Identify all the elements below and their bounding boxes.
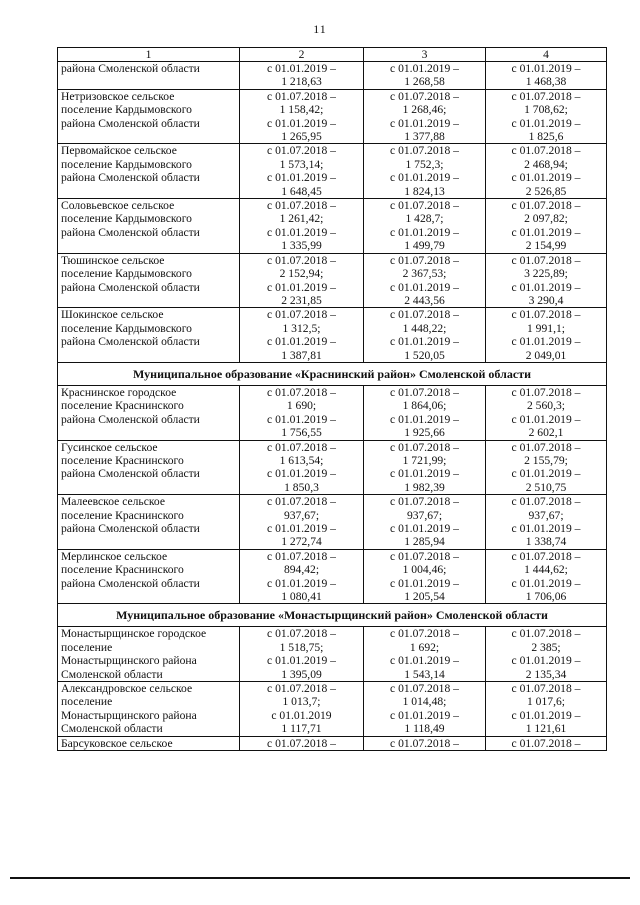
- tariff-value-cell: [364, 736, 486, 750]
- table-row: [58, 440, 607, 495]
- tariff-value-line: с 01.01.2019 –: [511, 708, 581, 722]
- tariff-value-line: 2 526,85: [525, 184, 567, 198]
- settlement-name-cell: [58, 144, 240, 199]
- section-row: [58, 362, 607, 385]
- tariff-value-line: с 01.07.2018 –: [511, 253, 581, 267]
- tariff-value-line: 1 520,05: [404, 348, 445, 362]
- tariff-value-line: 1 428,7;: [405, 212, 444, 226]
- tariff-value-cell: [364, 495, 486, 550]
- tariff-value-line: 1 312,5;: [282, 321, 321, 335]
- tariff-value-line: с 01.01.2019 –: [390, 171, 459, 185]
- settlement-name-line: района Смоленской области: [61, 576, 200, 590]
- tariff-value-line: с 01.01.2019 –: [511, 654, 581, 668]
- table-row: [58, 253, 607, 308]
- settlement-name-cell: [58, 199, 240, 254]
- tariff-value-line: с 01.01.2019: [271, 708, 332, 722]
- tariff-value-line: с 01.07.2018 –: [390, 308, 459, 322]
- tariff-value-line: 2 155,79;: [524, 453, 568, 467]
- tariff-value-cell: [486, 385, 607, 440]
- tariff-value-line: 1 444,62;: [524, 563, 568, 577]
- settlement-name-line: Мерлинское сельское: [61, 549, 168, 563]
- tariff-value-cell: [486, 144, 607, 199]
- tariff-value-line: 1 158,42;: [279, 103, 324, 117]
- tariff-value-line: 1 121,61: [525, 722, 567, 736]
- tariff-value-line: с 01.07.2018 –: [390, 736, 459, 750]
- settlement-name-line: поселение Кардымовского: [61, 212, 192, 226]
- settlement-name-line: Монастырщинского района: [61, 708, 197, 722]
- tariff-value-line: с 01.01.2019 –: [267, 225, 336, 239]
- tariff-table-body: [58, 48, 607, 751]
- tariff-value-cell: [486, 308, 607, 363]
- settlement-name-line: Смоленской области: [61, 722, 163, 736]
- tariff-value-cell: [240, 308, 364, 363]
- tariff-value-line: 1 014,48;: [402, 695, 447, 709]
- table-row: [58, 308, 607, 363]
- tariff-value-line: с 01.01.2019 –: [511, 522, 581, 535]
- tariff-value-cell: [486, 62, 607, 90]
- settlement-name-line: Нетризовское сельское: [61, 89, 175, 103]
- tariff-value-line: с 01.07.2018 –: [511, 549, 581, 563]
- tariff-value-cell: [240, 253, 364, 308]
- tariff-value-line: 1 261,42;: [279, 212, 324, 226]
- settlement-name-line: Малеевское сельское: [61, 495, 165, 509]
- settlement-name-cell: [58, 549, 240, 604]
- tariff-value-cell: [364, 549, 486, 604]
- tariff-value-line: с 01.01.2019 –: [390, 116, 459, 130]
- table-row: [58, 89, 607, 144]
- tariff-value-line: 1 690;: [286, 399, 317, 413]
- tariff-value-line: 1 377,88: [404, 130, 445, 144]
- tariff-value-cell: [486, 440, 607, 495]
- settlement-name-cell: [58, 736, 240, 750]
- tariff-value-cell: [364, 62, 486, 90]
- tariff-value-line: 2 097,82;: [524, 212, 568, 226]
- tariff-value-line: с 01.01.2019 –: [390, 335, 459, 349]
- tariff-value-line: 2 152,94;: [279, 267, 324, 281]
- tariff-value-line: 2 443,56: [404, 293, 445, 307]
- tariff-value-line: 2 510,75: [525, 480, 567, 494]
- tariff-value-cell: [364, 440, 486, 495]
- tariff-value-line: с 01.07.2018 –: [511, 144, 581, 158]
- settlement-name-line: Тюшинское сельское: [61, 253, 165, 267]
- settlement-name-cell: [58, 440, 240, 495]
- settlement-name-line: Монастырщинского района: [61, 654, 197, 668]
- tariff-value-line: 1 864,06;: [402, 399, 447, 413]
- tariff-value-line: 1 613,54;: [279, 453, 324, 467]
- settlement-name-line: Первомайское сельское: [61, 144, 177, 158]
- settlement-name-cell: [58, 62, 240, 90]
- column-header: 1: [58, 48, 240, 62]
- settlement-name-cell: [58, 682, 240, 737]
- tariff-value-line: 1 752,3;: [405, 157, 444, 171]
- tariff-value-line: с 01.07.2018 –: [267, 308, 336, 322]
- tariff-value-line: с 01.01.2019 –: [267, 280, 336, 294]
- tariff-value-line: 1 468,38: [525, 75, 567, 89]
- tariff-value-line: с 01.07.2018 –: [390, 440, 459, 454]
- tariff-value-line: с 01.07.2018 –: [267, 627, 336, 641]
- tariff-value-line: с 01.01.2019 –: [511, 576, 581, 590]
- settlement-name-line: поселение Краснинского: [61, 563, 184, 577]
- tariff-value-line: 1 721,99;: [402, 453, 447, 467]
- tariff-value-line: с 01.07.2018 –: [267, 89, 336, 103]
- tariff-value-line: с 01.07.2018 –: [390, 199, 459, 213]
- page-number: 11: [313, 22, 327, 36]
- tariff-value-line: с 01.07.2018 –: [511, 736, 581, 750]
- tariff-value-line: 2 154,99: [525, 239, 567, 253]
- tariff-value-line: с 01.07.2018 –: [390, 495, 459, 509]
- tariff-value-line: 1 850,3: [284, 480, 319, 494]
- settlement-name-line: района Смоленской области: [61, 335, 200, 349]
- tariff-value-line: с 01.07.2018 –: [267, 495, 336, 509]
- tariff-value-line: 1 648,45: [281, 184, 322, 198]
- tariff-value-line: с 01.01.2019 –: [390, 412, 459, 426]
- settlement-name-line: района Смоленской области: [61, 467, 200, 481]
- tariff-value-line: 3 290,4: [528, 293, 564, 307]
- tariff-value-cell: [364, 253, 486, 308]
- table-row: [58, 627, 607, 682]
- tariff-value-line: с 01.01.2019 –: [390, 62, 459, 75]
- tariff-value-line: с 01.01.2019 –: [511, 335, 581, 349]
- tariff-value-line: с 01.01.2019 –: [390, 225, 459, 239]
- tariff-value-line: с 01.07.2018 –: [267, 199, 336, 213]
- tariff-value-line: с 01.01.2019 –: [390, 280, 459, 294]
- tariff-value-line: 1 991,1;: [526, 321, 565, 335]
- tariff-value-line: 1 708,62;: [524, 103, 568, 117]
- tariff-value-line: с 01.01.2019 –: [390, 467, 459, 481]
- section-heading: Муниципальное образование «Монастырщинский район» Смоленской области: [58, 604, 607, 627]
- tariff-value-line: 1 499,79: [404, 239, 445, 253]
- tariff-value-cell: [240, 89, 364, 144]
- tariff-value-line: 1 573,14;: [279, 157, 324, 171]
- tariff-value-line: 2 135,34: [525, 667, 567, 681]
- tariff-value-line: с 01.01.2019 –: [511, 62, 581, 75]
- tariff-value-cell: [486, 89, 607, 144]
- tariff-value-cell: [364, 144, 486, 199]
- tariff-value-cell: [486, 199, 607, 254]
- tariff-value-line: 1 272,74: [281, 535, 322, 549]
- tariff-value-cell: [240, 440, 364, 495]
- tariff-value-line: 1 925,66: [404, 426, 445, 440]
- tariff-value-line: с 01.07.2018 –: [390, 549, 459, 563]
- settlement-name-cell: [58, 253, 240, 308]
- column-header: 2: [240, 48, 364, 62]
- tariff-table: [57, 47, 607, 751]
- tariff-value-line: с 01.01.2019 –: [267, 171, 336, 185]
- settlement-name-line: Барсуковское сельское: [61, 736, 173, 750]
- tariff-value-line: 1 218,63: [281, 75, 322, 89]
- tariff-value-line: 2 367,53;: [402, 267, 447, 281]
- tariff-value-line: 1 118,49: [404, 722, 445, 736]
- settlement-name-line: Соловьевское сельское: [61, 199, 175, 213]
- tariff-value-cell: [364, 199, 486, 254]
- tariff-value-line: 1 692;: [409, 640, 440, 654]
- tariff-value-cell: [486, 736, 607, 750]
- tariff-value-line: с 01.07.2018 –: [511, 495, 581, 509]
- table-header-row: [58, 48, 607, 62]
- tariff-value-cell: [364, 627, 486, 682]
- tariff-value-line: 1 335,99: [281, 239, 322, 253]
- tariff-value-line: с 01.07.2018 –: [267, 549, 336, 563]
- settlement-name-cell: [58, 495, 240, 550]
- tariff-value-line: с 01.01.2019 –: [511, 116, 581, 130]
- settlement-name-line: поселение Краснинского: [61, 508, 184, 522]
- tariff-value-line: 937,67;: [528, 508, 564, 522]
- tariff-value-line: 1 080,41: [281, 590, 322, 604]
- tariff-value-line: 2 602,1: [528, 426, 564, 440]
- tariff-value-line: 1 004,46;: [402, 563, 447, 577]
- tariff-value-line: с 01.01.2019 –: [267, 467, 336, 481]
- tariff-value-line: 1 338,74: [525, 535, 567, 549]
- table-row: [58, 62, 607, 90]
- tariff-value-line: 1 268,58: [404, 75, 445, 89]
- tariff-value-line: с 01.07.2018 –: [390, 253, 459, 267]
- tariff-value-line: 2 231,85: [281, 293, 322, 307]
- tariff-value-line: 1 518,75;: [279, 640, 324, 654]
- tariff-value-line: 937,67;: [283, 508, 320, 522]
- tariff-value-line: 1 982,39: [404, 480, 445, 494]
- tariff-value-line: с 01.07.2018 –: [511, 308, 581, 322]
- tariff-value-line: с 01.01.2019 –: [511, 467, 581, 481]
- tariff-value-line: 894,42;: [283, 563, 320, 577]
- tariff-value-line: 1 017,6;: [526, 695, 565, 709]
- settlement-name-line: поселение Кардымовского: [61, 157, 192, 171]
- settlement-name-line: Монастырщинское городское: [61, 627, 207, 641]
- tariff-value-line: 1 205,54: [404, 590, 445, 604]
- tariff-value-cell: [240, 144, 364, 199]
- tariff-value-cell: [486, 495, 607, 550]
- tariff-value-line: с 01.07.2018 –: [511, 440, 581, 454]
- tariff-value-line: с 01.07.2018 –: [390, 89, 459, 103]
- settlement-name-line: района Смоленской области: [61, 116, 200, 130]
- tariff-value-cell: [364, 385, 486, 440]
- tariff-value-line: с 01.07.2018 –: [390, 627, 459, 641]
- tariff-value-line: с 01.01.2019 –: [267, 62, 336, 75]
- tariff-value-line: с 01.01.2019 –: [267, 335, 336, 349]
- settlement-name-line: района Смоленской области: [61, 62, 200, 75]
- table-row: [58, 495, 607, 550]
- tariff-value-line: 1 268,46;: [402, 103, 447, 117]
- tariff-value-line: 1 543,14: [404, 667, 445, 681]
- table-row: [58, 682, 607, 737]
- tariff-value-line: 1 395,09: [281, 667, 322, 681]
- table-row: [58, 736, 607, 750]
- tariff-value-line: 2 385;: [531, 640, 561, 654]
- column-header: 4: [486, 48, 607, 62]
- settlement-name-line: поселение: [61, 695, 113, 709]
- tariff-value-line: с 01.01.2019 –: [267, 522, 336, 535]
- tariff-value-line: с 01.01.2019 –: [390, 708, 459, 722]
- tariff-value-line: 1 824,13: [404, 184, 445, 198]
- tariff-value-line: 1 013,7;: [282, 695, 321, 709]
- settlement-name-line: района Смоленской области: [61, 171, 200, 185]
- tariff-value-line: 3 225,89;: [524, 267, 568, 281]
- table-row: [58, 199, 607, 254]
- settlement-name-line: поселение Краснинского: [61, 453, 184, 467]
- tariff-value-cell: [240, 549, 364, 604]
- tariff-value-cell: [486, 627, 607, 682]
- settlement-name-line: поселение Кардымовского: [61, 103, 192, 117]
- tariff-value-line: с 01.01.2019 –: [390, 576, 459, 590]
- tariff-value-line: с 01.07.2018 –: [390, 385, 459, 399]
- tariff-value-line: 1 117,71: [281, 722, 322, 736]
- tariff-value-line: с 01.07.2018 –: [511, 199, 581, 213]
- settlement-name-line: поселение: [61, 640, 113, 654]
- section-row: [58, 604, 607, 627]
- tariff-value-cell: [240, 736, 364, 750]
- settlement-name-line: Смоленской области: [61, 667, 163, 681]
- section-heading: Муниципальное образование «Краснинский район» Смоленской области: [58, 362, 607, 385]
- settlement-name-cell: [58, 627, 240, 682]
- tariff-value-line: 1 448,22;: [402, 321, 447, 335]
- settlement-name-line: Шокинское сельское: [61, 308, 164, 322]
- tariff-value-line: с 01.01.2019 –: [267, 116, 336, 130]
- tariff-value-cell: [486, 682, 607, 737]
- settlement-name-line: Краснинское городское: [61, 385, 177, 399]
- tariff-value-line: с 01.01.2019 –: [511, 280, 581, 294]
- tariff-value-line: с 01.07.2018 –: [267, 736, 336, 750]
- settlement-name-line: Александровское сельское: [61, 682, 193, 696]
- footer-rule: [10, 877, 630, 879]
- tariff-value-cell: [240, 495, 364, 550]
- tariff-value-line: с 01.07.2018 –: [511, 682, 581, 696]
- tariff-value-line: 937,67;: [406, 508, 443, 522]
- settlement-name-line: Гусинское сельское: [61, 440, 158, 454]
- tariff-value-cell: [486, 549, 607, 604]
- tariff-value-cell: [240, 62, 364, 90]
- tariff-value-cell: [364, 89, 486, 144]
- table-row: [58, 385, 607, 440]
- tariff-value-cell: [240, 385, 364, 440]
- tariff-value-line: с 01.01.2019 –: [267, 654, 336, 668]
- tariff-value-line: с 01.07.2018 –: [511, 385, 581, 399]
- settlement-name-line: района Смоленской области: [61, 412, 200, 426]
- tariff-value-line: с 01.07.2018 –: [511, 627, 581, 641]
- settlement-name-cell: [58, 308, 240, 363]
- settlement-name-line: района Смоленской области: [61, 225, 200, 239]
- tariff-value-line: с 01.01.2019 –: [267, 412, 336, 426]
- settlement-name-line: района Смоленской области: [61, 280, 200, 294]
- tariff-value-line: с 01.07.2018 –: [511, 89, 581, 103]
- settlement-name-line: поселение Краснинского: [61, 399, 184, 413]
- tariff-value-cell: [486, 253, 607, 308]
- tariff-value-line: с 01.07.2018 –: [267, 682, 336, 696]
- tariff-value-line: 2 049,01: [525, 348, 567, 362]
- tariff-value-line: 1 706,06: [525, 590, 567, 604]
- tariff-value-cell: [240, 627, 364, 682]
- settlement-name-line: поселение Кардымовского: [61, 321, 192, 335]
- tariff-value-line: с 01.01.2019 –: [511, 412, 581, 426]
- tariff-value-line: 1 825,6: [528, 130, 564, 144]
- tariff-value-line: с 01.07.2018 –: [267, 385, 336, 399]
- tariff-value-line: с 01.07.2018 –: [267, 440, 336, 454]
- settlement-name-cell: [58, 89, 240, 144]
- tariff-value-line: с 01.01.2019 –: [511, 171, 581, 185]
- settlement-name-line: района Смоленской области: [61, 522, 200, 535]
- tariff-value-line: с 01.01.2019 –: [511, 225, 581, 239]
- tariff-value-cell: [240, 682, 364, 737]
- tariff-value-line: 1 265,95: [281, 130, 322, 144]
- tariff-value-line: с 01.07.2018 –: [267, 144, 336, 158]
- column-header: 3: [364, 48, 486, 62]
- tariff-value-line: с 01.07.2018 –: [267, 253, 336, 267]
- tariff-value-cell: [364, 308, 486, 363]
- tariff-value-line: с 01.01.2019 –: [390, 522, 459, 535]
- table-row: [58, 144, 607, 199]
- tariff-value-line: 1 285,94: [404, 535, 445, 549]
- tariff-value-line: 1 756,55: [281, 426, 322, 440]
- tariff-value-line: 2 560,3;: [526, 399, 565, 413]
- tariff-value-line: с 01.01.2019 –: [267, 576, 336, 590]
- tariff-value-line: 1 387,81: [281, 348, 322, 362]
- tariff-value-line: 2 468,94;: [524, 157, 568, 171]
- table-row: [58, 549, 607, 604]
- tariff-value-cell: [240, 199, 364, 254]
- tariff-value-line: с 01.07.2018 –: [390, 682, 459, 696]
- tariff-value-line: с 01.07.2018 –: [390, 144, 459, 158]
- tariff-value-line: с 01.01.2019 –: [390, 654, 459, 668]
- settlement-name-cell: [58, 385, 240, 440]
- tariff-value-cell: [364, 682, 486, 737]
- settlement-name-line: поселение Кардымовского: [61, 267, 192, 281]
